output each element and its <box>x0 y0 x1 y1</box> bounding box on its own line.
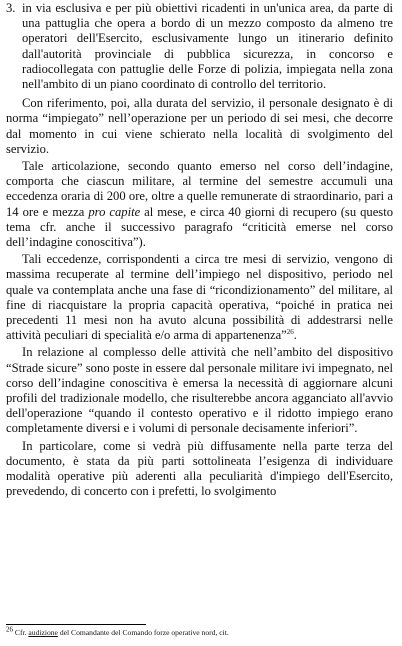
footnote-text-post: del Comandante del Comando forze operative nord, cit. <box>57 628 229 637</box>
paragraph-strade-sicure: In relazione al complesso delle attività che nell’ambito del dispositivo “Strade sicure” sono poste in essere dal personale militare ivi impegnato, nel corso dell’indagine conoscitiva è emersa la necessità di aggiornare alcuni profili del tradizionale modello, che risulterebbe ancora agganciato all'avvio dell'operazione “quando il contesto operativo e il ridotto impiego erano completamente diversi e i volumi di personale decisamente inferiori”. <box>6 345 393 436</box>
footnote-26 <box>6 625 229 637</box>
paragraph-overtime-text-b: al mese, e circa 40 giorni di recupero (su questo tema cfr. anche il successivo paragrafo “criticità emerse nel corso dell’indagine conoscitiva”). <box>6 204 393 250</box>
footnote-number: 26 <box>6 625 13 634</box>
document-page <box>0 1 402 646</box>
paragraph-operational-modes: In particolare, come si vedrà più diffusamente nella parte terza del documento, è stata da più parti sottolineata l’esigenza di individuare modalità operative più aderenti alla peculiarità d'impiego dell'Esercito, prevedendo, di concerto con i prefetti, lo svolgimento <box>6 438 393 499</box>
paragraph-recovery-end: . <box>293 328 297 343</box>
paragraph-recovery-text: Tali eccedenze, corrispondenti a circa tre mesi di servizio, vengono di massima recuperate al termine dell’impiego nel dispositivo, periodo nel quale va contemplata anche una fase di “ricondizionamento” del militare, al fine di riacquistare la propria capacità operativa, “poiché in pratica nei precedenti 11 mesi non ha avuto alcuna possibilità di addestrarsi nelle attività peculiari di specialità e/o arma di appartenenza” <box>6 252 393 343</box>
paragraph-overtime <box>6 159 393 250</box>
pro-capite-emphasis: pro capite <box>88 204 141 219</box>
list-item-3 <box>6 1 393 92</box>
paragraph-service-duration: Con riferimento, poi, alla durata del servizio, il personale designato è di norma “impiegato” nell’operazione per un periodo di sei mesi, che decorre dal momento in cui viene schierato nella località di svolgimento del servizio. <box>6 96 393 156</box>
footnote-ref-26[interactable]: 26 <box>286 328 294 337</box>
footnote-separator <box>6 624 146 625</box>
paragraph-recovery <box>6 252 393 343</box>
footnote-underlined-word: audizione <box>28 628 58 637</box>
list-item-number: 3. <box>6 1 16 15</box>
list-item-text: in via esclusiva e per più obiettivi ricadenti in un'unica area, da parte di una pattuglia che opera a bordo di un mezzo composto da almeno tre operatori dell'Esercito, esclusivamente lungo un itinerario definito dall'autorità provinciale di pubblica sicurezza, in concorso e radiocollegata con pattuglie delle Forze di polizia, impiegata nella zona nell'ambito di un piano coordinato di controllo del territorio. <box>22 1 393 92</box>
paragraph-overtime-text-a: Tale articolazione, secondo quanto emerso nel corso dell’indagine, comporta che ciascun militare, al termine del semestre accumuli una eccedenza oraria di 200 ore, oltre a quelle remunerate di straordinario, pari a 14 ore e mezza <box>6 159 393 219</box>
footnote-text-pre: Cfr. <box>13 628 29 637</box>
body-text <box>6 1 393 500</box>
